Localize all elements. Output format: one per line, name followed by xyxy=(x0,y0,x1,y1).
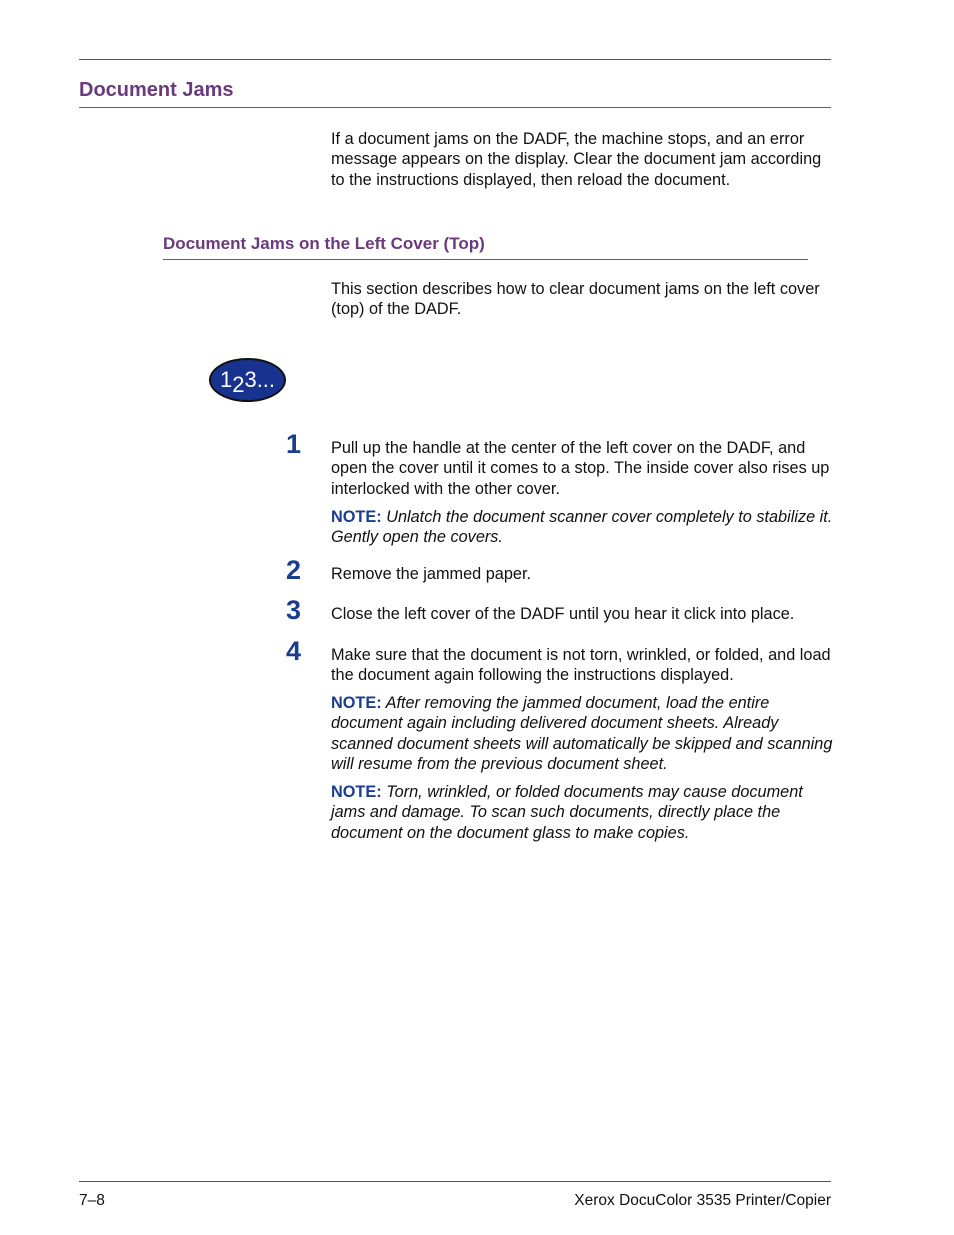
note-text: After removing the jammed document, load the entire document again including delivered document sheets. Already scanned document sheets will automatically be skipped and scanning will resume from the previous document sheet. xyxy=(331,694,833,774)
step-text-2: Remove the jammed paper. xyxy=(331,565,532,583)
subsection-title-underline xyxy=(163,259,808,260)
step-number-1: 1 xyxy=(286,429,302,459)
note-label: NOTE: xyxy=(331,783,382,801)
steps-icon-one: 1 xyxy=(219,367,233,392)
note-label: NOTE: xyxy=(331,508,382,526)
step-4-note-2 xyxy=(331,782,836,843)
note-text: Unlatch the document scanner cover completely to stabilize it. Gently open the covers. xyxy=(331,508,833,547)
steps-icon-two: 2 xyxy=(232,372,245,397)
step-1-note xyxy=(331,507,836,548)
top-divider xyxy=(79,59,831,60)
product-name: Xerox DocuColor 3535 Printer/Copier xyxy=(574,1192,831,1209)
step-number-2: 2 xyxy=(286,555,302,585)
footer-divider xyxy=(79,1181,831,1182)
note-text: Torn, wrinkled, or folded documents may cause document jams and damage. To scan such documents, directly place the document on the document glass to make copies. xyxy=(331,783,803,842)
step-text-3: Close the left cover of the DADF until you hear it click into place. xyxy=(331,605,795,623)
section-title: Document Jams xyxy=(79,79,234,101)
section-title-underline xyxy=(79,107,831,108)
step-number-4: 4 xyxy=(286,636,302,666)
note-label: NOTE: xyxy=(331,694,382,712)
page-number: 7–8 xyxy=(79,1192,105,1209)
section-intro: If a document jams on the DADF, the machine stops, and an error message appears on the display. Clear the document jam according to the instructions displayed, then reload the document. xyxy=(331,130,822,189)
step-number-3: 3 xyxy=(286,595,302,625)
step-4-note-1 xyxy=(331,693,836,775)
steps-icon xyxy=(209,358,286,402)
step-text-4: Make sure that the document is not torn, wrinkled, or folded, and load the document again following the instructions displayed. xyxy=(331,646,831,685)
subsection-intro: This section describes how to clear document jams on the left cover (top) of the DADF. xyxy=(331,280,820,319)
subsection-title: Document Jams on the Left Cover (Top) xyxy=(163,234,485,253)
steps-icon-three: 3... xyxy=(244,367,276,392)
step-text-1: Pull up the handle at the center of the left cover on the DADF, and open the cover until it comes to a stop. The inside cover also rises up interlocked with the other cover. xyxy=(331,439,830,498)
